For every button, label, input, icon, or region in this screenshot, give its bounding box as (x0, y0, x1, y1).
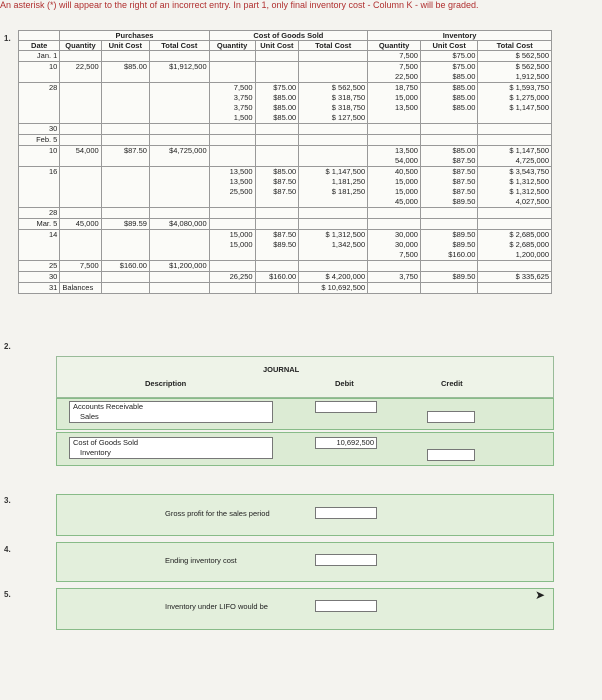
inventory-unit-cost-header: Unit Cost (420, 41, 477, 51)
cell-line: 13,500 (395, 103, 418, 112)
entry1-account-debit: Accounts Receivable (73, 402, 144, 411)
cell-line: $85.00 (273, 167, 297, 176)
cell-line: $85.00 (452, 103, 476, 112)
cell-line: 7,500 (233, 83, 253, 92)
cell-line: 7,500 (399, 250, 418, 259)
cell-line: $87.50 (452, 167, 476, 176)
cell-cu[interactable] (255, 272, 299, 283)
cell-pt[interactable] (149, 230, 209, 261)
table-row (19, 230, 552, 261)
cell-line: 40,500 (395, 167, 418, 176)
cell-line: $87.50 (273, 187, 297, 196)
cell-line: 25,500 (229, 187, 253, 196)
cogs-quantity-header: Quantity (209, 41, 255, 51)
cell-pu[interactable] (101, 283, 149, 294)
cell-line: 31 (49, 283, 58, 292)
cell-ct[interactable] (299, 261, 368, 272)
debit-header: Debit (335, 379, 354, 388)
purchases-total-cost-header: Total Cost (149, 41, 209, 51)
question-3-number: 3. (4, 496, 11, 505)
cell-iq[interactable] (368, 124, 421, 135)
cell-line: $ 1,593,750 (509, 83, 549, 92)
cell-line: 13,500 (229, 167, 253, 176)
ending-inventory-row (56, 542, 554, 582)
cell-pq[interactable] (60, 283, 101, 294)
entry1-credit-input[interactable] (427, 411, 475, 423)
cell-line: 22,500 (395, 72, 418, 81)
cell-line: $160.00 (448, 250, 476, 259)
cell-pt[interactable] (149, 272, 209, 283)
cell-line: 3,750 (233, 103, 253, 112)
question-4-number: 4. (4, 545, 11, 554)
cell-it[interactable] (478, 219, 552, 230)
cell-cu[interactable] (255, 62, 299, 83)
mouse-cursor-icon: ➤ (535, 588, 546, 602)
cell-cu[interactable] (255, 208, 299, 219)
cell-cu[interactable] (255, 283, 299, 294)
cell-line: 7,500 (399, 62, 418, 71)
cell-cq[interactable] (209, 208, 255, 219)
cell-date[interactable] (19, 167, 60, 208)
cell-cq[interactable] (209, 135, 255, 146)
cell-ct[interactable] (299, 135, 368, 146)
cell-ct[interactable] (299, 146, 368, 167)
cell-line: 10 (49, 62, 58, 71)
cell-iq[interactable] (368, 83, 421, 124)
cell-line: 25 (49, 261, 58, 270)
cell-iu[interactable] (420, 135, 477, 146)
cell-line: 15,000 (395, 177, 418, 186)
cell-iu[interactable] (420, 83, 477, 124)
cell-pq[interactable] (60, 208, 101, 219)
gross-profit-row (56, 494, 554, 536)
cell-line: $87.50 (123, 146, 147, 155)
cell-it[interactable] (478, 283, 552, 294)
cogs-total-cost-header: Total Cost (299, 41, 368, 51)
cell-pq[interactable] (60, 167, 101, 208)
cell-iq[interactable] (368, 146, 421, 167)
entry2-description[interactable] (69, 437, 273, 459)
journal-entry-sales (56, 398, 554, 430)
cell-line: $ 2,685,000 (509, 240, 549, 249)
cell-iq[interactable] (368, 62, 421, 83)
cell-line: $89.50 (452, 272, 476, 281)
cell-line: $ 127,500 (331, 113, 366, 122)
cell-cq[interactable] (209, 219, 255, 230)
cell-date[interactable] (19, 146, 60, 167)
cell-date[interactable] (19, 272, 60, 283)
entry1-description[interactable] (69, 401, 273, 423)
cell-pu[interactable] (101, 83, 149, 124)
cell-line: $ 1,275,000 (509, 93, 549, 102)
cell-date[interactable] (19, 83, 60, 124)
cell-line: 14 (49, 230, 58, 239)
cell-it[interactable] (478, 135, 552, 146)
cell-cu[interactable] (255, 167, 299, 208)
cell-it[interactable] (478, 208, 552, 219)
purchases-header: Purchases (60, 31, 209, 41)
cell-pq[interactable] (60, 51, 101, 62)
cell-pq[interactable] (60, 261, 101, 272)
cell-ct[interactable] (299, 283, 368, 294)
table-row (19, 261, 552, 272)
cell-line: 30,000 (395, 240, 418, 249)
cell-line: $160.00 (269, 272, 297, 281)
cell-pu[interactable] (101, 230, 149, 261)
cell-ct[interactable] (299, 62, 368, 83)
table-row (19, 146, 552, 167)
cell-pu[interactable] (101, 208, 149, 219)
cell-line: 26,250 (229, 272, 253, 281)
cell-line: $ 2,685,000 (509, 230, 549, 239)
question-5-number: 5. (4, 590, 11, 599)
cell-iu[interactable] (420, 283, 477, 294)
cell-line: $1,912,500 (169, 62, 207, 71)
table-row (19, 272, 552, 283)
cell-it[interactable] (478, 51, 552, 62)
cell-ct[interactable] (299, 124, 368, 135)
cell-date[interactable] (19, 283, 60, 294)
cell-date[interactable] (19, 62, 60, 83)
cell-line: 18,750 (395, 83, 418, 92)
cell-line: $ 562,500 (515, 62, 549, 71)
gross-profit-label: Gross profit for the sales period (165, 509, 270, 518)
cell-pt[interactable] (149, 219, 209, 230)
cell-pt[interactable] (149, 167, 209, 208)
cell-it[interactable] (478, 62, 552, 83)
question-1-number: 1. (4, 34, 11, 43)
cell-pu[interactable] (101, 51, 149, 62)
cell-line: $85.00 (273, 113, 297, 122)
cell-line: 45,000 (395, 197, 418, 206)
credit-header: Credit (441, 379, 463, 388)
cell-pt[interactable] (149, 135, 209, 146)
cell-iu[interactable] (420, 167, 477, 208)
cell-line: Mar. 5 (36, 219, 58, 228)
cell-it[interactable] (478, 146, 552, 167)
cell-line: 1,912,500 (515, 72, 549, 81)
cell-line: $ 1,147,500 (325, 167, 366, 176)
cell-date[interactable] (19, 230, 60, 261)
cell-line: $ 318,750 (331, 93, 366, 102)
cell-cu[interactable] (255, 219, 299, 230)
cell-pq[interactable] (60, 83, 101, 124)
cell-line: $89.50 (273, 240, 297, 249)
cell-iq[interactable] (368, 272, 421, 283)
entry2-credit-input[interactable] (427, 449, 475, 461)
cell-line: Feb. 5 (36, 135, 58, 144)
table-row (19, 83, 552, 124)
journal-header (56, 356, 554, 398)
cell-cq[interactable] (209, 283, 255, 294)
journal-title: JOURNAL (263, 365, 300, 374)
cell-line: 30,000 (395, 230, 418, 239)
inventory-total-cost-header: Total Cost (478, 41, 552, 51)
cell-line: $85.00 (452, 83, 476, 92)
cell-cu[interactable] (255, 124, 299, 135)
lifo-inventory-label: Inventory under LIFO would be (165, 602, 268, 611)
cell-line: 13,500 (395, 146, 418, 155)
cell-iu[interactable] (420, 261, 477, 272)
cell-ct[interactable] (299, 208, 368, 219)
cell-cu[interactable] (255, 51, 299, 62)
cell-line: $87.50 (273, 177, 297, 186)
cell-pq[interactable] (60, 219, 101, 230)
cell-ct[interactable] (299, 272, 368, 283)
cell-iq[interactable] (368, 208, 421, 219)
cell-line: $160.00 (119, 261, 147, 270)
table-row (19, 124, 552, 135)
cell-line: $ 335,625 (515, 272, 549, 281)
cell-line: 15,000 (229, 230, 253, 239)
entry1-account-credit: Sales (80, 412, 99, 421)
cell-cq[interactable] (209, 124, 255, 135)
cell-line: 1,200,000 (515, 250, 549, 259)
cell-date[interactable] (19, 261, 60, 272)
cell-line: 16 (49, 167, 58, 176)
cogs-unit-cost-header: Unit Cost (255, 41, 299, 51)
cell-pt[interactable] (149, 208, 209, 219)
cell-line: 30 (49, 124, 58, 133)
table-row (19, 219, 552, 230)
entry1-debit-input[interactable] (315, 401, 377, 413)
cell-line: $89.50 (452, 197, 476, 206)
table-row (19, 283, 552, 294)
cell-line: 4,725,000 (515, 156, 549, 165)
cell-line: 30 (49, 272, 58, 281)
cell-line: 7,500 (399, 51, 418, 60)
cell-line: 54,000 (75, 146, 99, 155)
cell-line: $ 562,500 (515, 51, 549, 60)
cell-it[interactable] (478, 261, 552, 272)
cell-pt[interactable] (149, 261, 209, 272)
cell-iu[interactable] (420, 51, 477, 62)
perpetual-inventory-table (18, 30, 552, 294)
cell-iq[interactable] (368, 135, 421, 146)
cell-line: 28 (49, 83, 58, 92)
cell-cq[interactable] (209, 230, 255, 261)
cell-line: 1,500 (233, 113, 253, 122)
cell-line: $87.50 (452, 177, 476, 186)
cell-date[interactable] (19, 219, 60, 230)
cell-it[interactable] (478, 167, 552, 208)
cell-iu[interactable] (420, 208, 477, 219)
date-header: Date (19, 41, 60, 51)
cell-cu[interactable] (255, 83, 299, 124)
cell-line: $75.00 (452, 62, 476, 71)
cell-cq[interactable] (209, 167, 255, 208)
cell-date[interactable] (19, 135, 60, 146)
lifo-inventory-input[interactable] (315, 600, 377, 612)
cell-pq[interactable] (60, 124, 101, 135)
cell-line: $85.00 (452, 72, 476, 81)
entry2-account-credit: Inventory (80, 448, 111, 457)
cell-line: $85.00 (452, 93, 476, 102)
cell-line: Jan. 1 (36, 51, 58, 60)
cell-line: Balances (62, 283, 94, 292)
cell-iq[interactable] (368, 219, 421, 230)
cell-line: 1,181,250 (331, 177, 366, 186)
cell-line: $ 181,250 (331, 187, 366, 196)
cell-line: $ 562,500 (331, 83, 366, 92)
cell-pu[interactable] (101, 219, 149, 230)
cell-ct[interactable] (299, 83, 368, 124)
cell-line: $89.50 (452, 230, 476, 239)
cell-ct[interactable] (299, 167, 368, 208)
cell-iu[interactable] (420, 230, 477, 261)
cell-date[interactable] (19, 208, 60, 219)
cell-pt[interactable] (149, 124, 209, 135)
cell-line: $89.50 (452, 240, 476, 249)
cell-line: $1,200,000 (169, 261, 207, 270)
cell-line: 15,000 (229, 240, 253, 249)
cell-cq[interactable] (209, 146, 255, 167)
cell-iu[interactable] (420, 146, 477, 167)
cell-pu[interactable] (101, 272, 149, 283)
cell-line: $87.50 (273, 230, 297, 239)
cell-line: 1,342,500 (331, 240, 366, 249)
cell-line: $ 10,692,500 (321, 283, 366, 292)
cell-iu[interactable] (420, 272, 477, 283)
cell-line: $ 1,312,500 (325, 230, 366, 239)
cell-line: $75.00 (452, 51, 476, 60)
cell-pq[interactable] (60, 272, 101, 283)
cell-ct[interactable] (299, 230, 368, 261)
cell-it[interactable] (478, 272, 552, 283)
cell-line: $85.00 (273, 93, 297, 102)
cell-iq[interactable] (368, 51, 421, 62)
lifo-inventory-row (56, 588, 554, 630)
cell-pq[interactable] (60, 135, 101, 146)
table-row (19, 51, 552, 62)
cell-line: $ 318,750 (331, 103, 366, 112)
purchases-unit-cost-header: Unit Cost (101, 41, 149, 51)
cell-line: 22,500 (75, 62, 99, 71)
cell-cq[interactable] (209, 51, 255, 62)
gross-profit-input[interactable] (315, 507, 377, 519)
cell-line: $87.50 (452, 187, 476, 196)
cell-ct[interactable] (299, 51, 368, 62)
cell-line: $87.50 (452, 156, 476, 165)
cell-line: 7,500 (79, 261, 99, 270)
cell-pq[interactable] (60, 230, 101, 261)
cell-line: $ 3,543,750 (509, 167, 549, 176)
cell-line: $4,080,000 (169, 219, 207, 228)
cell-date[interactable] (19, 124, 60, 135)
ending-inventory-input[interactable] (315, 554, 377, 566)
cell-line: 13,500 (229, 177, 253, 186)
inventory-quantity-header: Quantity (368, 41, 421, 51)
entry2-account-debit: Cost of Goods Sold (73, 438, 139, 447)
cell-line: $ 1,147,500 (509, 146, 549, 155)
cell-pu[interactable] (101, 167, 149, 208)
cell-line: $85.00 (123, 62, 147, 71)
cell-cu[interactable] (255, 230, 299, 261)
ledger-body (19, 51, 552, 294)
cell-line: $4,725,000 (169, 146, 207, 155)
cell-cq[interactable] (209, 272, 255, 283)
cell-line: 15,000 (395, 93, 418, 102)
cell-pu[interactable] (101, 146, 149, 167)
cell-line: 3,750 (399, 272, 418, 281)
description-header: Description (145, 379, 187, 388)
cell-line: 10 (49, 146, 58, 155)
cell-iu[interactable] (420, 124, 477, 135)
inventory-header: Inventory (368, 31, 552, 41)
entry2-debit-input[interactable]: 10,692,500 (315, 437, 377, 449)
cell-line: 3,750 (233, 93, 253, 102)
cell-it[interactable] (478, 124, 552, 135)
cell-line: 28 (49, 208, 58, 217)
table-row (19, 208, 552, 219)
cell-iq[interactable] (368, 230, 421, 261)
cell-cq[interactable] (209, 261, 255, 272)
cell-iq[interactable] (368, 167, 421, 208)
cell-pt[interactable] (149, 83, 209, 124)
cell-cu[interactable] (255, 261, 299, 272)
cell-pu[interactable] (101, 135, 149, 146)
cell-it[interactable] (478, 83, 552, 124)
cell-pt[interactable] (149, 283, 209, 294)
cell-pt[interactable] (149, 146, 209, 167)
cell-cq[interactable] (209, 83, 255, 124)
cell-pu[interactable] (101, 261, 149, 272)
cell-iq[interactable] (368, 283, 421, 294)
cell-line: $89.59 (123, 219, 147, 228)
cell-line: $ 1,147,500 (509, 103, 549, 112)
cell-iq[interactable] (368, 261, 421, 272)
cell-line: $ 4,200,000 (325, 272, 366, 281)
cell-cu[interactable] (255, 135, 299, 146)
cell-cq[interactable] (209, 62, 255, 83)
journal-entry-cogs (56, 432, 554, 466)
cell-it[interactable] (478, 230, 552, 261)
cell-pt[interactable] (149, 62, 209, 83)
cell-line: $85.00 (452, 146, 476, 155)
table-row (19, 135, 552, 146)
purchases-quantity-header: Quantity (60, 41, 101, 51)
cell-pu[interactable] (101, 124, 149, 135)
cell-line: $ 1,312,500 (509, 177, 549, 186)
cell-iu[interactable] (420, 219, 477, 230)
cogs-header: Cost of Goods Sold (209, 31, 368, 41)
cell-line: $85.00 (273, 103, 297, 112)
cell-line: 15,000 (395, 187, 418, 196)
cell-pt[interactable] (149, 51, 209, 62)
table-row (19, 167, 552, 208)
cell-line: $ 1,312,500 (509, 187, 549, 196)
cell-line: 4,027,500 (515, 197, 549, 206)
instruction-banner: An asterisk (*) will appear to the right of an incorrect entry. In part 1, only final inventory cost - Column K - will be graded. (0, 0, 479, 10)
cell-line: $75.00 (273, 83, 297, 92)
cell-date[interactable] (19, 51, 60, 62)
cell-cu[interactable] (255, 146, 299, 167)
table-row (19, 62, 552, 83)
cell-iu[interactable] (420, 62, 477, 83)
question-2-number: 2. (4, 342, 11, 351)
cell-pq[interactable] (60, 62, 101, 83)
cell-line: 54,000 (395, 156, 418, 165)
ending-inventory-label: Ending inventory cost (165, 556, 237, 565)
cell-pq[interactable] (60, 146, 101, 167)
cell-pu[interactable] (101, 62, 149, 83)
cell-ct[interactable] (299, 219, 368, 230)
cell-line: 45,000 (75, 219, 99, 228)
